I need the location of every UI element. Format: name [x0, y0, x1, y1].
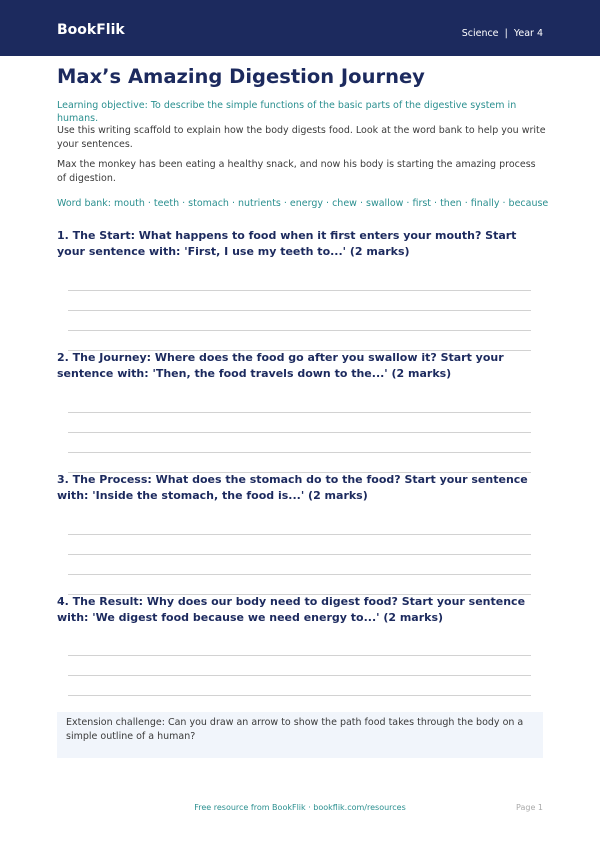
question-3: 3. The Process: What does the stomach do to the food? Start your sentence with: 'Inside the stomach, the food is...' (2 marks) — [57, 473, 528, 502]
footer-resource-link[interactable]: Free resource from BookFlik · bookflik.com/resources — [194, 803, 406, 812]
subject-label: Science — [461, 28, 499, 39]
answer-line — [68, 290, 531, 291]
question-4: 4. The Result: Why does our body need to digest food? Start your sentence with: 'We digest food because we need energy to...' (2 marks) — [57, 595, 526, 624]
subject-year — [462, 28, 543, 40]
answer-line — [68, 330, 531, 331]
word-bank: Word bank: mouth · teeth · stomach · nutrients · energy · chew · swallow · first · then · finally · because — [57, 198, 549, 209]
brand-logo: BookFlik — [57, 22, 125, 38]
question-1: 1. The Start: What happens to food when it first enters your mouth? Start your sentence with: 'First, I use my teeth to...' (2 marks) — [57, 229, 517, 258]
answer-line — [68, 554, 531, 555]
intro-paragraph: Max the monkey has been eating a healthy snack, and now his body is starting the amazing process of digestion. — [57, 159, 536, 184]
page-number: Page 1 — [516, 803, 543, 812]
answer-line — [68, 452, 531, 453]
question-2: 2. The Journey: Where does the food go after you swallow it? Start your sentence with: 'Then, the food travels down to the...' (2 marks) — [57, 351, 504, 380]
extension-challenge: Extension challenge: Can you draw an arrow to show the path food takes through the body on a simple outline of a human? — [57, 712, 543, 758]
answer-line — [68, 534, 531, 535]
answer-line — [68, 310, 531, 311]
answer-line — [68, 695, 531, 696]
page-title: Max’s Amazing Digestion Journey — [57, 65, 425, 88]
instructions: Use this writing scaffold to explain how the body digests food. Look at the word bank to help you write your sentences. — [57, 125, 546, 150]
year-label: Year 4 — [513, 28, 543, 39]
answer-line — [68, 655, 531, 656]
answer-line — [68, 412, 531, 413]
page-header — [0, 0, 600, 56]
learning-objective: Learning objective: To describe the simple functions of the basic parts of the digestive system in humans. — [57, 100, 517, 124]
meta-separator: | — [498, 28, 514, 39]
answer-line — [68, 432, 531, 433]
answer-line — [68, 574, 531, 575]
answer-line — [68, 675, 531, 676]
